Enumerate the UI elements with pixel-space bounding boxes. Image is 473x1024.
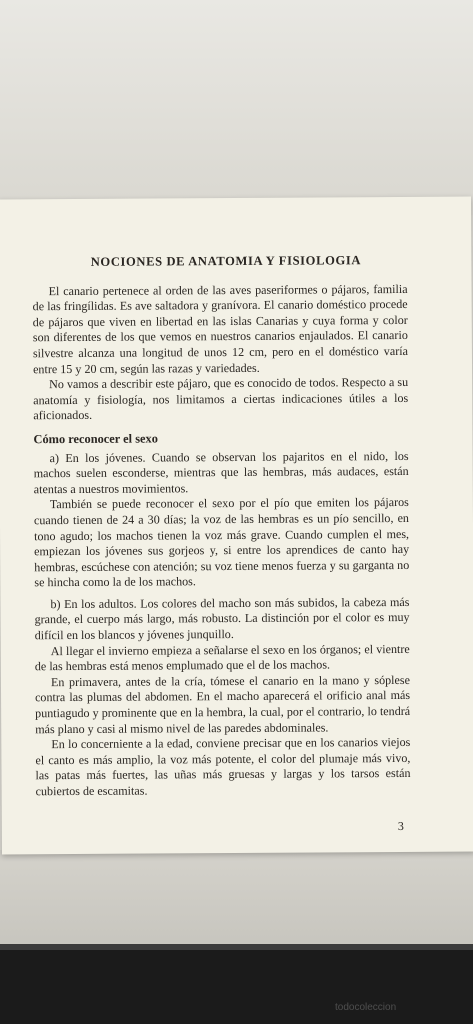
book-page bbox=[0, 197, 473, 855]
paragraph-spring: En primavera, antes de la cría, tómese el canario en la mano y sóplese contra las plumas del abdomen. En el macho aparecerá el orificio anal más puntiagudo y prominente que en la hembra, la cual, por el contrario, lo tendrá más plano y casi al mismo nivel de las paredes abdominales. bbox=[35, 672, 411, 736]
page-title: NOCIONES DE ANATOMIA Y FISIOLOGIA bbox=[90, 253, 362, 269]
paragraph-age: En lo concerniente a la edad, conviene precisar que en los canarios viejos el canto es más amplio, la voz más potente, el color del plumaje más vivo, las patas más fuertes, las uñas más gruesas y largas y los tarsos están cubiertos de escamitas. bbox=[35, 735, 411, 799]
watermark: todocoleccion bbox=[335, 1002, 397, 1013]
paragraph-young: a) En los jóvenes. Cuando se observan los pajaritos en el nido, los machos suelen esconderse, mientras que las hembras, más audaces, están atentas a nuestros movimientos. bbox=[33, 448, 409, 496]
page-content bbox=[32, 253, 410, 800]
dark-surface bbox=[0, 944, 473, 1024]
paragraph-voice: También se puede reconocer el sexo por el pío que emiten los pájaros cuando tienen de 24 a 30 días; la voz de las hembras es un pío sencillo, en tono agudo; los machos tienen la voz más grave. Cuando cumplen el mes, empiezan los jóvenes sus gorjeos y, si entre los aprendices de canto hay hembras, escúchese con atención; su voz tiene menos fuerza y su garganta no se hincha como la de los machos. bbox=[33, 495, 410, 590]
page-number: 3 bbox=[397, 818, 404, 834]
background-top bbox=[0, 0, 473, 215]
surface-edge bbox=[0, 944, 473, 950]
paragraph-adults: b) En los adultos. Los colores del macho son más subidos, la cabeza más grande, el cuerpo más largo, más robusto. La distinción por el color es muy difícil en los blancos y jóvenes junquillo. bbox=[34, 594, 410, 643]
section-heading: Cómo reconocer el sexo bbox=[33, 431, 158, 447]
paragraph-anatomy: No vamos a describir este pájaro, que es conocido de todos. Respecto a su anatomía y fisiología, nos limitamos a ciertas indicaciones útiles a los aficionados. bbox=[33, 375, 409, 423]
paragraph-winter: Al llegar el invierno empieza a señalarse el sexo en los órganos; el vientre de las hembras está menos emplumado que el de los machos. bbox=[34, 641, 410, 674]
paragraph-intro: El canario pertenece al orden de las aves paseriformes o pájaros, familia de las fringílidas. Es ave saltadora y granívora. El canario doméstico procede de pájaros que viven en libertad en las islas Canarias y cuya forma y color son diferentes de los que vemos en nuestros canarios enjaulados. El canario silvestre alcanza una longitud de unos 12 cm, pero en el doméstico varía entre 15 y 20 cm, según las razas y variedades. bbox=[32, 281, 408, 376]
